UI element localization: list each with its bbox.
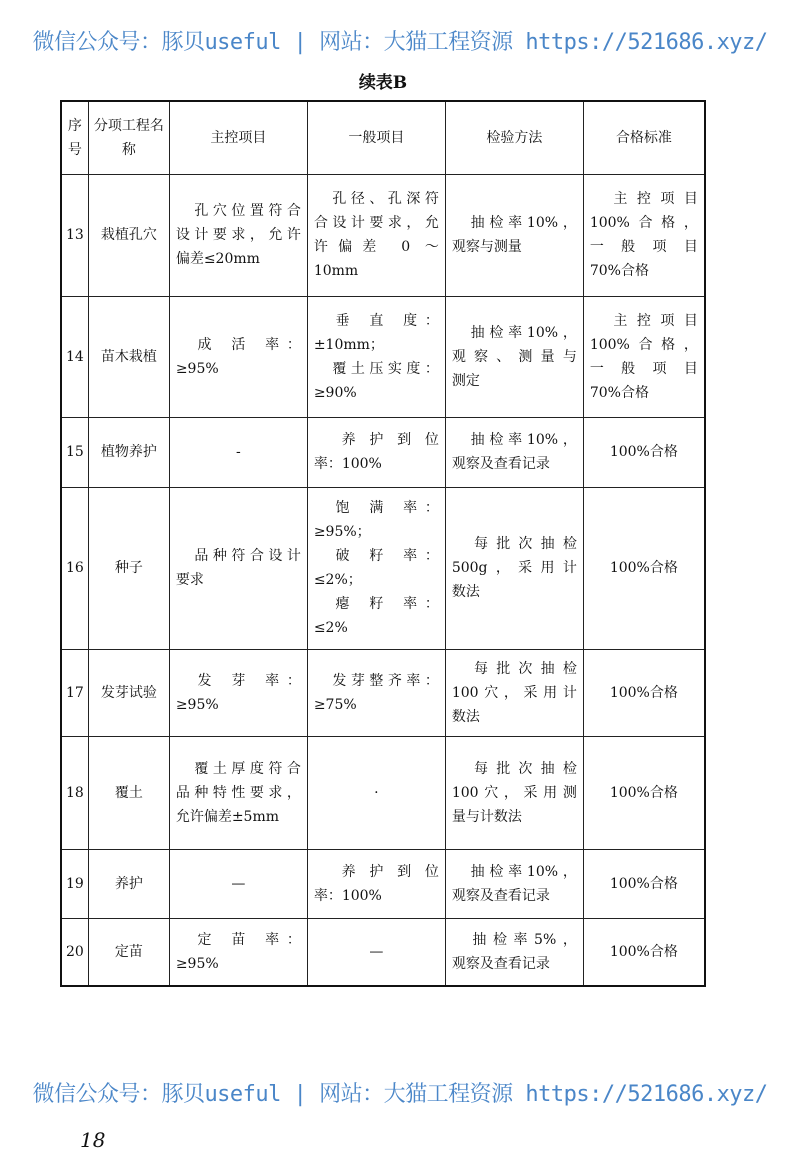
cell-line: 量与计数法 <box>451 808 522 825</box>
main-control-cell <box>169 487 307 649</box>
general-item-cell <box>307 417 445 487</box>
item-name: 养护 <box>88 849 169 918</box>
cell-line: 偏差≤20mm <box>175 251 260 267</box>
cell-line: 抽检率5%， <box>451 931 577 948</box>
inspection-method-cell <box>445 649 583 736</box>
main-control-cell <box>169 918 307 986</box>
item-name: 发芽试验 <box>88 649 169 736</box>
row-number: 18 <box>61 736 88 849</box>
cell-line: ≥95% <box>175 955 219 972</box>
cell-line: 孔径、孔深符 <box>313 191 439 207</box>
cell-line: 每批次抽检 <box>451 536 577 552</box>
cell-line: 成 活 率： <box>175 336 301 353</box>
cell-line: 70%合格 <box>589 263 649 279</box>
cell-line: 每批次抽检 <box>451 660 577 677</box>
cell-line: 观察及查看记录 <box>451 887 550 904</box>
acceptance-standard-cell <box>583 849 705 918</box>
header-name: 分项工程名称 <box>88 101 169 174</box>
main-control-cell <box>169 736 307 849</box>
acceptance-standard-cell <box>583 487 705 649</box>
inspection-method-cell <box>445 417 583 487</box>
page-number: 18 <box>80 1128 106 1152</box>
cell-line: 100穴，采用测 <box>451 784 577 801</box>
row-number: 13 <box>61 174 88 296</box>
cell-line: 品种符合设计 <box>175 548 301 564</box>
table-row <box>61 736 705 849</box>
header-seq: 序号 <box>61 101 88 174</box>
cell-line: ≥95% <box>175 360 219 377</box>
general-item-cell <box>307 736 445 849</box>
acceptance-standard-cell <box>583 417 705 487</box>
main-control-cell <box>169 649 307 736</box>
cell-line: 100%合格 <box>609 560 678 576</box>
cell-line: 100穴，采用计 <box>451 684 577 701</box>
cell-line: 养护到位 <box>313 863 439 880</box>
cell-line: 每批次抽检 <box>451 760 577 777</box>
table-row <box>61 849 705 918</box>
cell-line: 抽检率10%， <box>451 863 577 880</box>
cell-line: 测定 <box>451 372 480 389</box>
cell-line: 观察、测量与 <box>451 348 577 365</box>
cell-line: 许偏差 0 ～ <box>313 239 439 255</box>
cell-line: 垂 直 度： <box>313 312 439 329</box>
inspection-method-cell <box>445 174 583 296</box>
cell-line: 主控项目 <box>589 312 698 329</box>
cell-line: 合设计要求，允 <box>313 215 439 231</box>
general-item-cell <box>307 296 445 417</box>
row-number: 16 <box>61 487 88 649</box>
item-name: 植物养护 <box>88 417 169 487</box>
general-item-cell <box>307 649 445 736</box>
item-name: 定苗 <box>88 918 169 986</box>
cell-line: 100%合格 <box>609 875 678 892</box>
row-number: 19 <box>61 849 88 918</box>
inspection-method-cell <box>445 849 583 918</box>
table-header-row <box>61 101 705 174</box>
cell-line: 抽检率10%， <box>451 215 577 231</box>
cell-line: 100%合格 <box>609 943 678 960</box>
general-item-cell <box>307 487 445 649</box>
table-row <box>61 649 705 736</box>
table-row <box>61 296 705 417</box>
header-main: 主控项目 <box>169 101 307 174</box>
row-number: 20 <box>61 918 88 986</box>
cell-line: 覆土压实度： <box>313 360 439 377</box>
acceptance-standard-cell <box>583 649 705 736</box>
item-name: 栽植孔穴 <box>88 174 169 296</box>
cell-line: 观察与测量 <box>451 239 522 255</box>
cell-line: 一般项目 <box>589 239 698 255</box>
cell-line: 数法 <box>451 584 480 600</box>
cell-line: ≥75% <box>313 696 357 713</box>
table-row <box>61 417 705 487</box>
cell-line: 一般项目 <box>589 360 698 377</box>
cell-line: — <box>369 943 384 960</box>
cell-line: 主控项目 <box>589 191 698 207</box>
cell-line: 100%合格， <box>589 336 698 353</box>
cell-line: 100%合格 <box>609 784 678 801</box>
cell-line: 孔穴位置符合 <box>175 203 301 219</box>
cell-line: 瘪 籽 率： <box>313 596 439 612</box>
cell-line: 数法 <box>451 708 480 725</box>
acceptance-standard-cell <box>583 296 705 417</box>
cell-line: 要求 <box>175 572 204 588</box>
main-control-cell <box>169 417 307 487</box>
item-name: 种子 <box>88 487 169 649</box>
cell-line: 率：100% <box>313 887 382 904</box>
watermark-bottom: 微信公众号：豚贝useful | 网站：大猫工程资源 https://521686.xyz/ <box>32 1082 768 1107</box>
cell-line: 率：100% <box>313 456 382 472</box>
cell-line: 抽检率10%， <box>451 324 577 341</box>
cell-line: - <box>235 444 241 460</box>
table-row <box>61 487 705 649</box>
cell-line: ≥95% <box>175 696 219 713</box>
acceptance-standard-cell <box>583 736 705 849</box>
main-control-cell <box>169 849 307 918</box>
general-item-cell <box>307 918 445 986</box>
cell-line: ≤2%； <box>313 572 362 588</box>
item-name: 覆土 <box>88 736 169 849</box>
header-standard: 合格标准 <box>583 101 705 174</box>
cell-line: · <box>374 784 379 801</box>
cell-line: 500g，采用计 <box>451 560 577 576</box>
cell-line: 抽检率10%， <box>451 432 577 448</box>
table-title: 续表B <box>358 73 408 93</box>
cell-line: 70%合格 <box>589 384 649 401</box>
inspection-table <box>60 100 706 987</box>
main-control-cell <box>169 174 307 296</box>
cell-line: 10mm <box>313 263 359 279</box>
cell-line: ≥95%； <box>313 524 371 540</box>
item-name: 苗木栽植 <box>88 296 169 417</box>
cell-line: ≥90% <box>313 384 357 401</box>
cell-line: — <box>231 875 246 892</box>
inspection-method-cell <box>445 296 583 417</box>
cell-line: 100%合格， <box>589 215 698 231</box>
cell-line: 100%合格 <box>609 684 678 701</box>
general-item-cell <box>307 174 445 296</box>
header-general: 一般项目 <box>307 101 445 174</box>
table-row <box>61 174 705 296</box>
cell-line: ±10mm； <box>313 336 384 353</box>
cell-line: 观察及查看记录 <box>451 955 550 972</box>
acceptance-standard-cell <box>583 174 705 296</box>
cell-line: 定 苗 率： <box>175 931 301 948</box>
cell-line: 覆土厚度符合 <box>175 760 301 777</box>
cell-line: 破 籽 率： <box>313 548 439 564</box>
row-number: 17 <box>61 649 88 736</box>
inspection-method-cell <box>445 487 583 649</box>
cell-line: 观察及查看记录 <box>451 456 550 472</box>
row-number: 14 <box>61 296 88 417</box>
general-item-cell <box>307 849 445 918</box>
cell-line: 发 芽 率： <box>175 672 301 689</box>
inspection-method-cell <box>445 736 583 849</box>
cell-line: ≤2% <box>313 620 348 636</box>
cell-line: 发芽整齐率： <box>313 672 439 689</box>
table-row <box>61 918 705 986</box>
cell-line: 100%合格 <box>609 444 678 460</box>
cell-line: 设计要求，允许 <box>175 227 301 243</box>
cell-line: 养护到位 <box>313 432 439 448</box>
header-method: 检验方法 <box>445 101 583 174</box>
cell-line: 品种特性要求， <box>175 784 301 801</box>
main-control-cell <box>169 296 307 417</box>
watermark-top: 微信公众号：豚贝useful | 网站：大猫工程资源 https://521686.xyz/ <box>32 30 768 55</box>
row-number: 15 <box>61 417 88 487</box>
cell-line: 饱 满 率： <box>313 500 439 516</box>
inspection-method-cell <box>445 918 583 986</box>
acceptance-standard-cell <box>583 918 705 986</box>
cell-line: 允许偏差±5mm <box>175 808 280 825</box>
table-body <box>61 174 705 986</box>
